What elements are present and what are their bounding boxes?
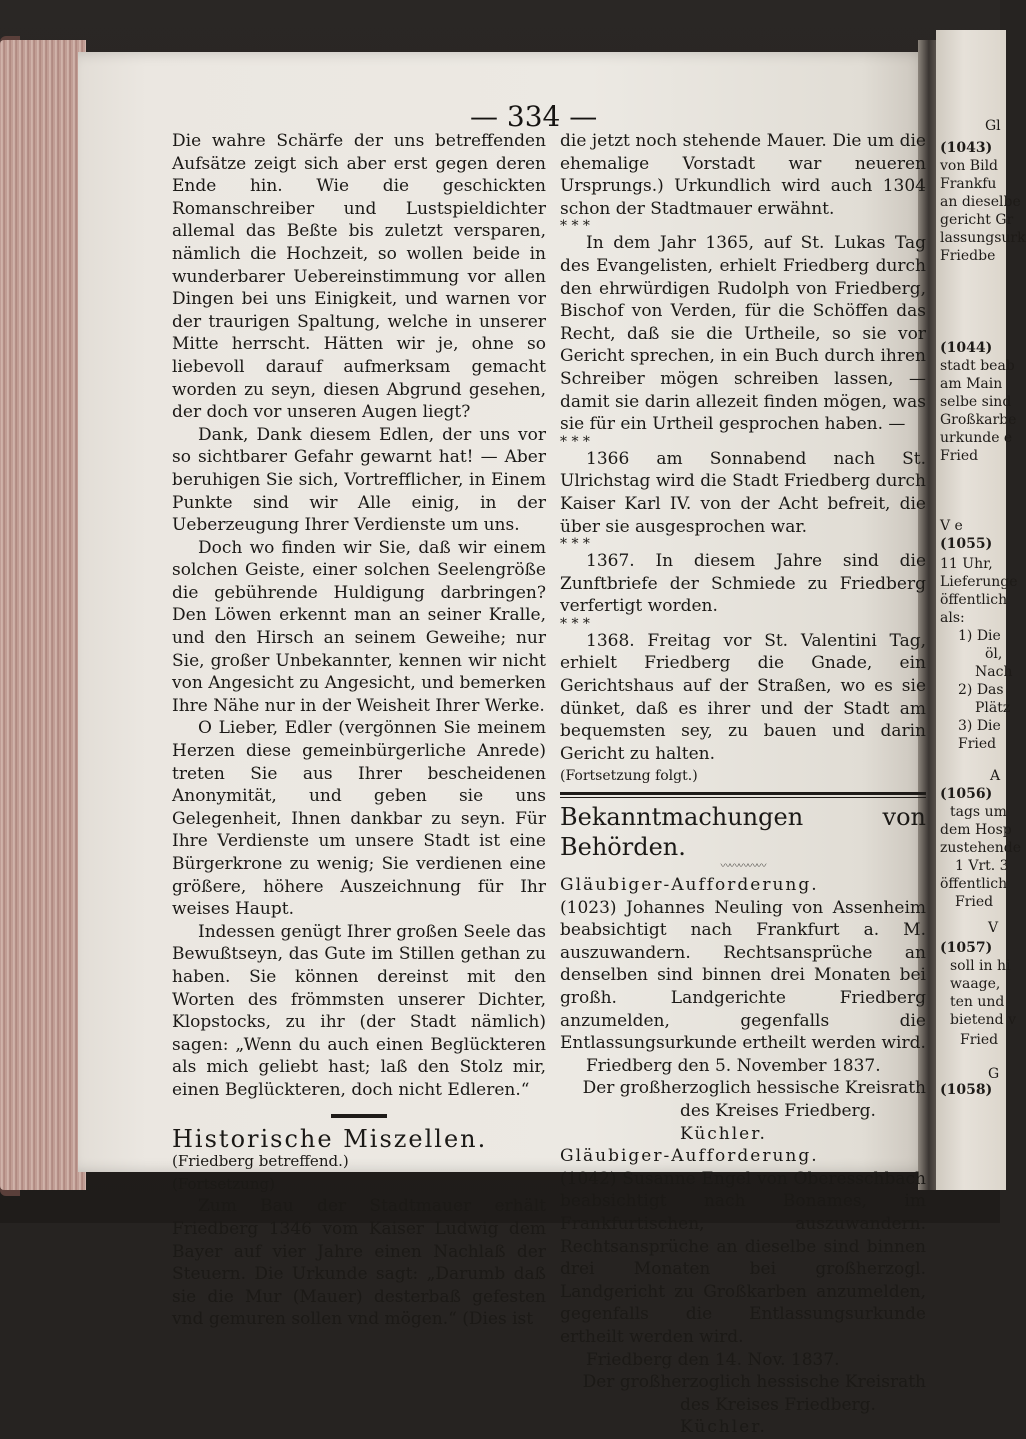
next-page-fragment: öl, (985, 646, 1003, 662)
next-page-fragment: Fried (940, 448, 979, 464)
next-page-fragment: am Main (940, 376, 1003, 392)
next-page-fragment: V e (940, 518, 963, 534)
next-page-fragment: Frankfu (940, 176, 997, 192)
next-page-fragment: 1 Vrt. 3 (955, 858, 1009, 874)
section-divider (331, 1114, 387, 1118)
paragraph: 1368. Freitag vor St. Valentini Tag, erhielt Friedberg die Gnade, ein Gerichtshaus auf der Straßen, wo es sie dünket, daß es ihrer und der Stadt am bequemsten sey, zu bauen und darin Gericht zu halten. (560, 630, 926, 764)
next-page-fragment: soll in hi (950, 958, 1011, 974)
paragraph: Zum Bau der Stadtmauer erhält Friedberg 1346 vom Kaiser Ludwig dem Bayer auf vier Jahre einen Nachlaß der Steuern. Die Urkunde sagt: „Darumb daß sie die Mur (Mauer) desterbaß gefesten vnd gemuren sollen vnd mögen.“ (Dies ist (172, 1196, 546, 1330)
notice-title: Gläubiger-Aufforderung. (560, 875, 819, 896)
paragraph: die jetzt noch stehende Mauer. Die um die ehemalige Vorstadt war neueren Ursprungs.) Urkundlich wird auch 1304 schon der Stadtmauer erwähnt. (560, 131, 926, 219)
next-page-fragment: waage, (950, 976, 1001, 992)
paragraph: 1367. In diesem Jahre sind die Zunftbriefe der Schmiede zu Friedberg verfertigt worden. (560, 551, 926, 617)
next-page-fragment: urkunde e (940, 430, 1013, 446)
next-page-fragment: A (990, 768, 1001, 784)
next-page-fragment: lassungsurk (940, 230, 1026, 246)
next-page-fragment: 1) Die (958, 628, 1001, 644)
next-page-fragment: G (988, 1066, 1000, 1082)
paragraph: 1366 am Sonnabend nach St. Ulrichstag wird die Stadt Friedberg durch Kaiser Karl IV. von der Acht befreit, die über sie ausgesprochen war. (560, 448, 926, 537)
notice-signature: des Kreises Friedberg. (680, 1394, 876, 1415)
next-page-fragment: Friedbe (940, 248, 996, 264)
paragraph: Indessen genügt Ihrer großen Seele das Bewußtseyn, das Gute im Stillen gethan zu haben. Sie können dereinst mit den Worten des frömmsten unserer Dichter, Klopstocks, zu ihr (der Stadt nämlich) sagen: „Wenn du auch einen Beglückteren als mich geliebt hast; laß den Stolz mir, einen Beglückteren, doch nicht Edleren.“ (172, 921, 546, 1100)
next-page-fragment: Fried (955, 894, 994, 910)
section-double-rule (560, 792, 926, 798)
next-page-fragment: 2) Das (958, 682, 1004, 698)
asterism: * * * (560, 433, 590, 450)
next-page-fragment: Fried (958, 736, 997, 752)
next-page-fragment: Plätz (975, 700, 1011, 716)
announcements-title: Bekanntmachungen von Behörden. (560, 803, 926, 862)
next-page-fragment: 11 Uhr, (940, 556, 993, 572)
next-page-fragment: Gl (985, 118, 1001, 134)
notice-title: Gläubiger-Aufforderung. (560, 1146, 819, 1167)
next-page-fragment: ten und (950, 994, 1005, 1010)
section-subtitle: (Friedberg betreffend.) (172, 1152, 349, 1171)
next-page-fragment: öffentlich (940, 592, 1008, 608)
page-number: — 334 — (470, 100, 598, 133)
page-stack-edge (0, 40, 86, 1190)
next-page-fragment: stadt beab (940, 358, 1015, 374)
next-page-fragment: zustehende (940, 840, 1022, 856)
paragraph: Doch wo finden wir Sie, daß wir einem solchen Geiste, einer solchen Seelengröße die gebührende Huldigung darbringen? Den Löwen erkennt man an seiner Kralle, und den Hirsch an seinem Geweihe; nur Sie, großer Unbekannter, kennen wir nicht von Angesicht zu Angesicht, und bemerken Ihre Nähe nur in der Weisheit Ihrer Werke. (172, 537, 546, 716)
next-page-fragment: (1057) (940, 940, 993, 956)
next-page-fragment: Lieferunge (940, 574, 1018, 590)
left-text-column (172, 130, 546, 1331)
next-page-fragment: tags um (950, 804, 1007, 820)
next-page-fragment: (1044) (940, 340, 993, 356)
asterism: * * * (560, 218, 590, 235)
notice-signer: Küchler. (680, 1417, 767, 1438)
notice-signature: des Kreises Friedberg. (680, 1100, 876, 1121)
next-page-fragment: (1056) (940, 786, 993, 802)
next-page-fragment: Nach (975, 664, 1013, 680)
next-page-fragment: von Bild (940, 158, 999, 174)
asterism: * * * (560, 615, 590, 632)
next-page-fragment: dem Hosp (940, 822, 1012, 838)
next-page-fragment: Fried (960, 1032, 999, 1048)
next-page-fragment: als: (940, 610, 965, 626)
notice-signature: Der großherzoglich hessische Kreisrath (582, 1078, 926, 1099)
notice-date: Friedberg den 5. November 1837. (586, 1055, 881, 1076)
right-text-column (560, 130, 926, 1439)
asterism: * * * (560, 536, 590, 553)
paragraph: O Lieber, Edler (vergönnen Sie meinem Herzen diese gemeinbürgerliche Anrede) treten Sie aus Ihrer bescheidenen Anonymität, und geben sie uns Gelegenheit, Ihnen dankbar zu seyn. Für Ihre Verdienste um unsere Stadt ist eine Bürgerkrone zu wenig; Sie verdienen eine größere, höhere Auszeichnung für Ihr weises Haupt. (172, 718, 546, 920)
next-page-fragment: bietend v (950, 1012, 1016, 1028)
continuation-note: (Fortsetzung) (172, 1174, 275, 1193)
paragraph: In dem Jahr 1365, auf St. Lukas Tag des Evangelisten, erhielt Friedberg durch den ehrwürdigen Rudolph von Friedberg, Bischof von Verden, für die Schöffen das Recht, daß sie die Urtheile, so sie vor Gericht sprechen, in ein Buch durch ihren Schreiber mögen schreiben lassen, — damit sie darin allezeit finden mögen, was sie für ein Urtheil gesprochen haben. — (560, 233, 926, 435)
next-page-fragment: gericht Gr (940, 212, 1014, 228)
paragraph: Die wahre Schärfe der uns betreffenden Aufsätze zeigt sich aber erst gegen deren Ende hin. Wie die geschickten Romanschreiber und Lustspieldichter allemal das Beßte bis zuletzt versparen, nämlich die Hochzeit, so wollen beide in wunderbarer Uebereinstimmung vor allen Dingen bei uns Einigkeit, und warnen vor der traurigen Spaltung, welche in unserer Mitte herrscht. Hätten wir je, ohne so liebevoll darauf aufmerksam gemacht worden zu seyn, diesen Abgrund gesehen, der doch vor unseren Augen liegt? (172, 131, 546, 423)
notice-text: (1023) Johannes Neuling von Assenheim beabsichtigt nach Frankfurt a. M. auszuwandern. Rechtsansprüche an denselben sind binnen drei Monaten bei großh. Landgerichte Friedberg anzumelden, gegenfalls die Entlassungsurkunde ertheilt werden wird. (560, 897, 926, 1054)
notice-date: Friedberg den 14. Nov. 1837. (586, 1349, 840, 1370)
next-page-fragment: öffentlich (940, 876, 1008, 892)
next-page-fragment: an dieselbe (940, 194, 1021, 210)
next-page-fragment: (1058) (940, 1082, 993, 1098)
decorative-wave-rule: 〰〰〰〰〰 (720, 861, 766, 873)
section-title: Historische Miszellen. (172, 1124, 488, 1153)
notice-signature: Der großherzoglich hessische Kreisrath (582, 1372, 926, 1393)
continued-note: (Fortsetzung folgt.) (560, 768, 698, 785)
next-page-fragment: (1043) (940, 140, 993, 156)
next-page-fragment: Großkarbe (940, 412, 1017, 428)
next-page-fragment: selbe sind (940, 394, 1012, 410)
notice-signer: Küchler. (680, 1123, 767, 1144)
next-page-fragment: 3) Die (958, 718, 1001, 734)
next-page-fragment: (1055) (940, 536, 993, 552)
notice-text: (1042) Susanne Engel von Oberesschbach beabsichtigt nach Bonames, im Frankfurtischen, auszuwandern. Rechtsansprüche an dieselbe sind binnen drei Monaten bei großherzogl. Landgericht zu Großkarben anzumelden, gegenfalls die Entlassungsurkunde ertheilt werden wird. (560, 1168, 926, 1347)
next-page-fragment: V (988, 920, 999, 936)
paragraph: Dank, Dank diesem Edlen, der uns vor so sichtbarer Gefahr gewarnt hat! — Aber beruhigen Sie sich, Vortrefflicher, in Einem Punkte sind wir Alle einig, in der Ueberzeugung Ihrer Verdienste um uns. (172, 424, 546, 536)
